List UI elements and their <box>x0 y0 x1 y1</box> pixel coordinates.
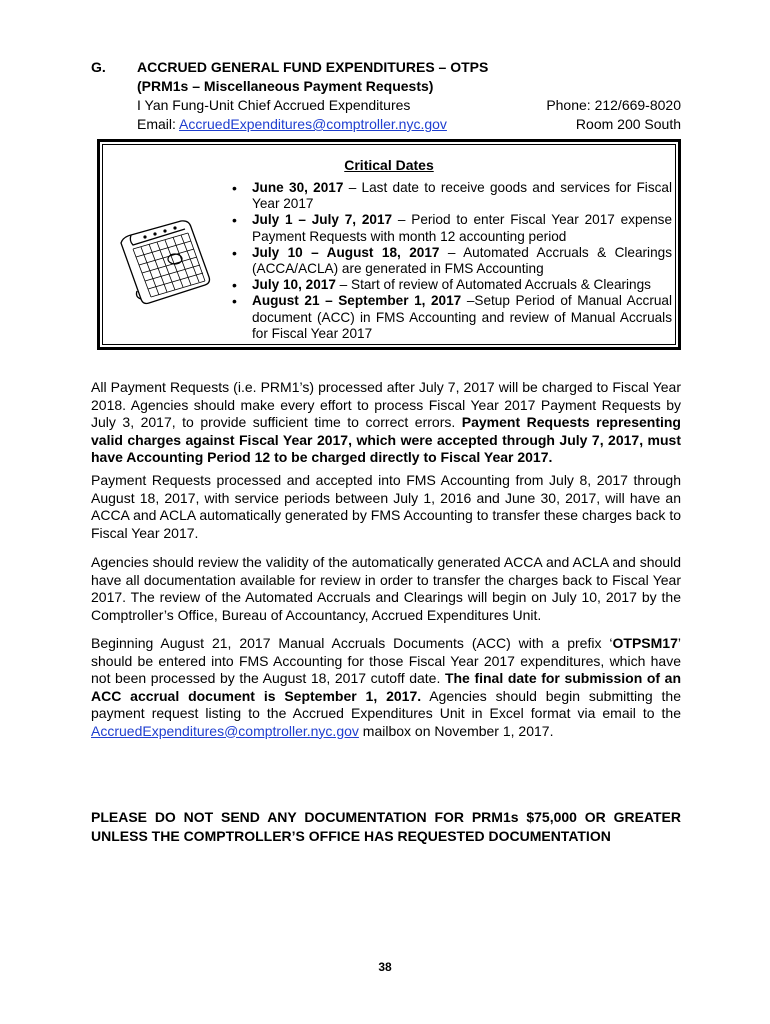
mailbox-email-link[interactable]: AccruedExpenditures@comptroller.nyc.gov <box>91 722 359 739</box>
paragraph-fiscal-year-charges: All Payment Requests (i.e. PRM1’s) processed after July 7, 2017 will be charged to Fiscal Year 2018. Agencies should make every effort to process Fiscal Year 2017 Payment Requests by July 3, 2017, to provide sufficient time to correct errors. Payment Requests representing valid charges against Fiscal Year 2017, which were accepted through July 7, 2017, must have Accounting Period 12 to be charged directly to Fiscal Year 2017. <box>91 379 681 465</box>
contact-phone: Phone: 212/669-8020 <box>546 97 681 113</box>
paragraph-review-validity: Agencies should review the validity of the automatically generated ACCA and ACLA and should have all documentation available for review in order to transfer the charges back to Fiscal Year 2017. The review of the Automated Accruals and Clearings will begin on July 10, 2017 by the Comptroller’s Office, Bureau of Accountancy, Accrued Expenditures Unit. <box>91 554 681 623</box>
section-letter: G. <box>91 59 106 75</box>
bullet-icon: • <box>232 277 237 294</box>
bullet-icon: • <box>232 293 237 310</box>
bullet-icon: • <box>232 212 237 229</box>
calendar-icon <box>115 215 215 310</box>
section-header <box>91 58 681 134</box>
paragraph-manual-accruals: Beginning August 21, 2017 Manual Accruals Documents (ACC) with a prefix ‘OTPSM17’ should be entered into FMS Accounting for those Fiscal Year 2017 expenditures, which have not been processed by the August 18, 2017 cutoff date. The final date for submission of an ACC accrual document is September 1, 2017. Agencies should begin submitting the payment request listing to the Accrued Expenditures Unit in Excel format via email to the AccruedExpenditures@comptroller.nyc.gov mailbox on November 1, 2017. <box>91 635 681 739</box>
critical-date-item: • July 10 – August 18, 2017 – Automated Accruals & Clearings (ACCA/ACLA) are generated in FMS Accounting <box>232 244 672 277</box>
critical-date-item: • June 30, 2017 – Last date to receive goods and services for Fiscal Year 2017 <box>232 180 672 212</box>
critical-date-item: • July 1 – July 7, 2017 – Period to enter Fiscal Year 2017 expense Payment Requests with month 12 accounting period <box>232 212 673 244</box>
critical-date-item: • July 10, 2017 – Start of review of Automated Accruals & Clearings <box>232 277 651 294</box>
bullet-icon: • <box>232 180 237 196</box>
bullet-icon: • <box>232 244 237 261</box>
documentation-warning: PLEASE DO NOT SEND ANY DOCUMENTATION FOR PRM1s $75,000 OR GREATER UNLESS THE COMPTROLLER’S OFFICE HAS REQUESTED DOCUMENTATION <box>91 809 681 844</box>
critical-date-item: • August 21 – September 1, 2017 –Setup Period of Manual Accrual document (ACC) in FMS Accounting and review of Manual Accruals for Fiscal Year 2017 <box>232 293 673 341</box>
paragraph-automated-accruals: Payment Requests processed and accepted into FMS Accounting from July 8, 2017 through August 18, 2017, with service periods between July 1, 2016 and June 30, 2017, will have an ACCA and ACLA automatically generated by FMS Accounting to transfer these charges back to Fiscal Year 2017. <box>91 472 681 541</box>
contact-name: I Yan Fung-Unit Chief Accrued Expenditures <box>137 97 411 113</box>
contact-email-line <box>137 115 447 134</box>
contact-room: Room 200 South <box>575 116 681 132</box>
email-link[interactable]: AccruedExpenditures@comptroller.nyc.gov <box>179 116 447 132</box>
section-subtitle: (PRM1s – Miscellaneous Payment Requests) <box>137 78 434 94</box>
critical-dates-title: Critical Dates <box>344 157 434 173</box>
page-number: 38 <box>378 960 392 974</box>
section-title: ACCRUED GENERAL FUND EXPENDITURES – OTPS <box>137 59 489 75</box>
critical-dates-box <box>97 139 681 350</box>
email-label: Email: <box>137 116 180 132</box>
critical-dates-list <box>232 180 672 342</box>
